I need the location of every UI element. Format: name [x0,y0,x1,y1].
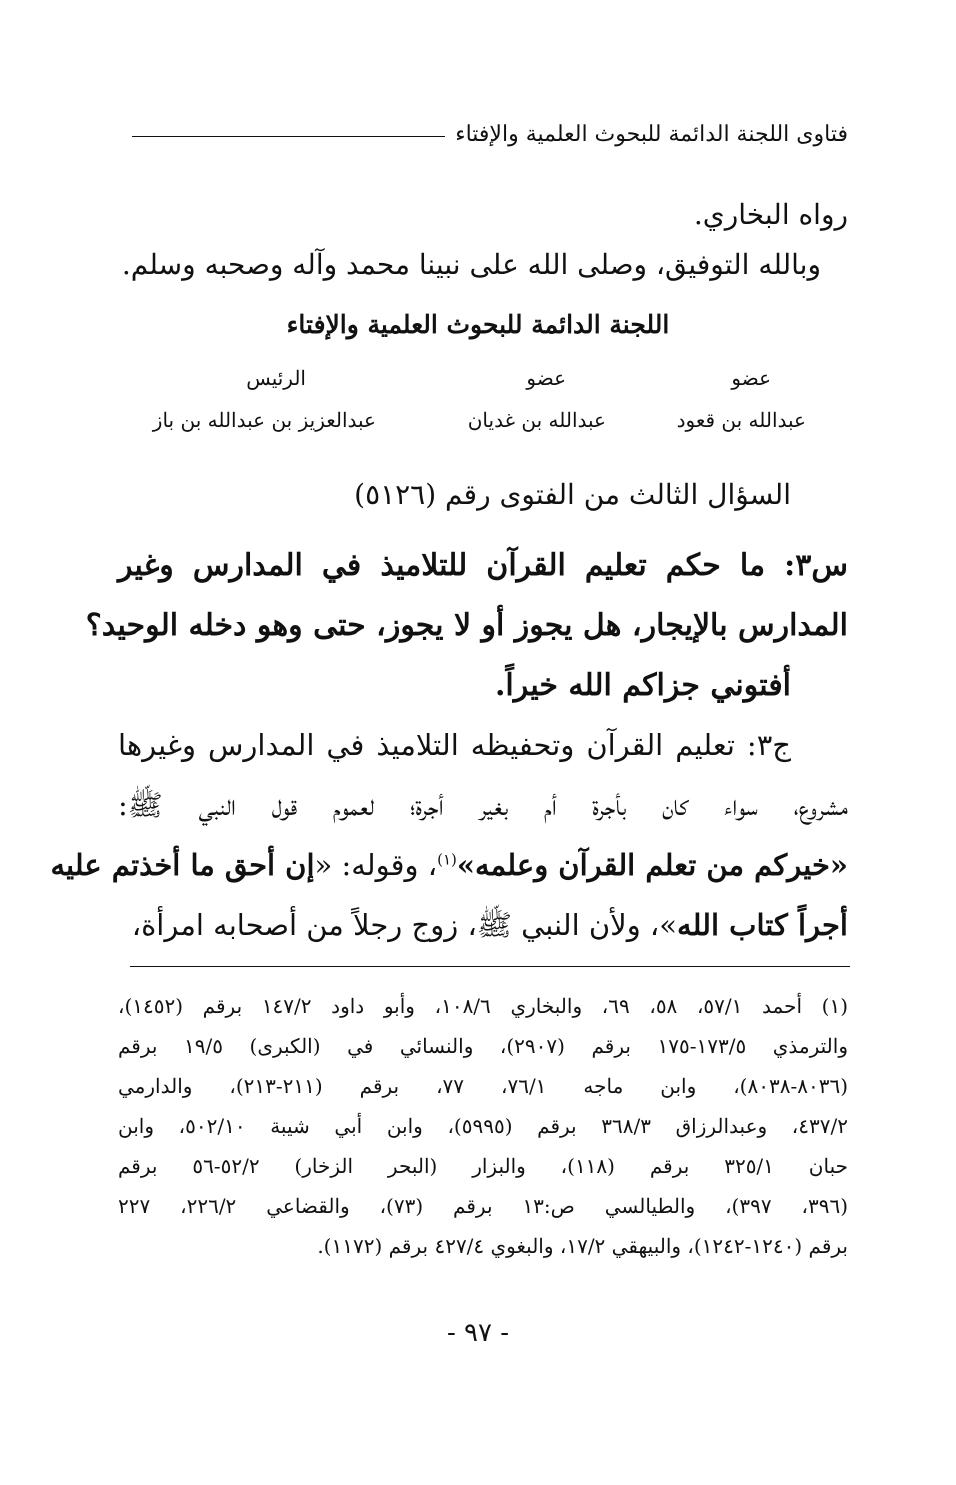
footnote-line-4: ٤٣٧/٢، وعبدالرزاق ٣٦٨/٣ برقم (٥٩٩٥)، وابن أبي شيبة ٥٠٢/١٠، وابن [118,1114,848,1138]
running-header [132,114,848,154]
committee-title: اللجنة الدائمة للبحوث العلمية والإفتاء [286,310,670,339]
answer-line-1: ج٣: تعليم القرآن وتحفيظه التلاميذ في المدارس وغيرها [118,728,791,762]
question-line-3: أفتوني جزاكم الله خيراً. [494,668,791,703]
footnote-line-3: (٨٠٣٦-٨٠٣٨)، وابن ماجه ٧٦/١، ٧٧، برقم (٢١١-٢١٣)، والدارمي [118,1074,848,1098]
footnote-line-6: (٣٩٦، ٣٩٧)، والطيالسي ص:١٣ برقم (٧٣)، والقضاعي ٢٢٦/٢، ٢٢٧ [118,1194,848,1218]
footnote-line-7: برقم (١٢٤٠-١٢٤٢)، والبيهقي ١٧/٢، والبغوي ٤٢٧/٤ برقم (١١٧٢). [317,1234,848,1258]
question-heading: السؤال الثالث من الفتوى رقم (٥١٢٦) [354,478,791,511]
footnote-separator [130,966,850,967]
footnote-line-5: حبان ٣٢٥/١ برقم (١١٨)، والبزار (البحر الزخار) ٥٢/٢-٥٦ برقم [118,1154,848,1178]
question-line-1: س٣: ما حكم تعليم القرآن للتلاميذ في المدارس وغير [118,548,848,583]
hadith-quote-2: إن أحق ما أخذتم عليه [50,848,315,882]
running-header-title: فتاوى اللجنة الدائمة للبحوث العلمية والإفتاء [455,121,848,147]
body-line-narration: رواه البخاري. [693,198,848,231]
signatory-role-3: الرئيس [246,366,306,390]
signatory-role-1: عضو [731,366,771,390]
footnote-line-2: والترمذي ١٧٣/٥-١٧٥ برقم (٢٩٠٧)، والنسائي في (الكبرى) ١٩/٥ برقم [118,1034,848,1058]
signatory-name-1: عبدالله بن قعود [676,408,806,432]
body-line-closing: وبالله التوفيق، وصلى الله على نبينا محمد وآله وصحبه وسلم. [121,248,821,281]
answer-line-4-rest: »، ولأن النبي ﷺ، زوج رجلاً من أصحابه امرأة، [131,908,678,942]
footnote-marker[interactable]: (١) [437,850,457,869]
page-number: - ٩٧ - [446,1318,510,1348]
answer-line-2: مشروع، سواء كان بأجرة أم بغير أجرة؛ لعموم قول النبي ﷺ: [118,788,848,822]
hadith-quote-2-end: أجراً كتاب الله [677,908,848,942]
answer-line-4 [118,908,848,950]
signatory-name-2: عبدالله بن غديان [467,408,606,432]
footnote-line-1: (١) أحمد ٥٧/١، ٥٨، ٦٩، والبخاري ١٠٨/٦، وأبو داود ١٤٧/٢ برقم (١٤٥٢)، [118,994,849,1018]
question-line-2: المدارس بالإيجار، هل يجوز أو لا يجوز، حتى وهو دخله الوحيد؟ [85,608,848,643]
answer-line-3-connector: ، وقوله: « [314,848,438,882]
header-rule [132,136,445,137]
signatory-role-2: عضو [526,366,566,390]
answer-line-3 [50,848,848,882]
signatory-name-3: عبدالعزيز بن عبدالله بن باز [152,408,376,432]
hadith-quote-1: «خيركم من تعلم القرآن وعلمه» [456,848,848,882]
